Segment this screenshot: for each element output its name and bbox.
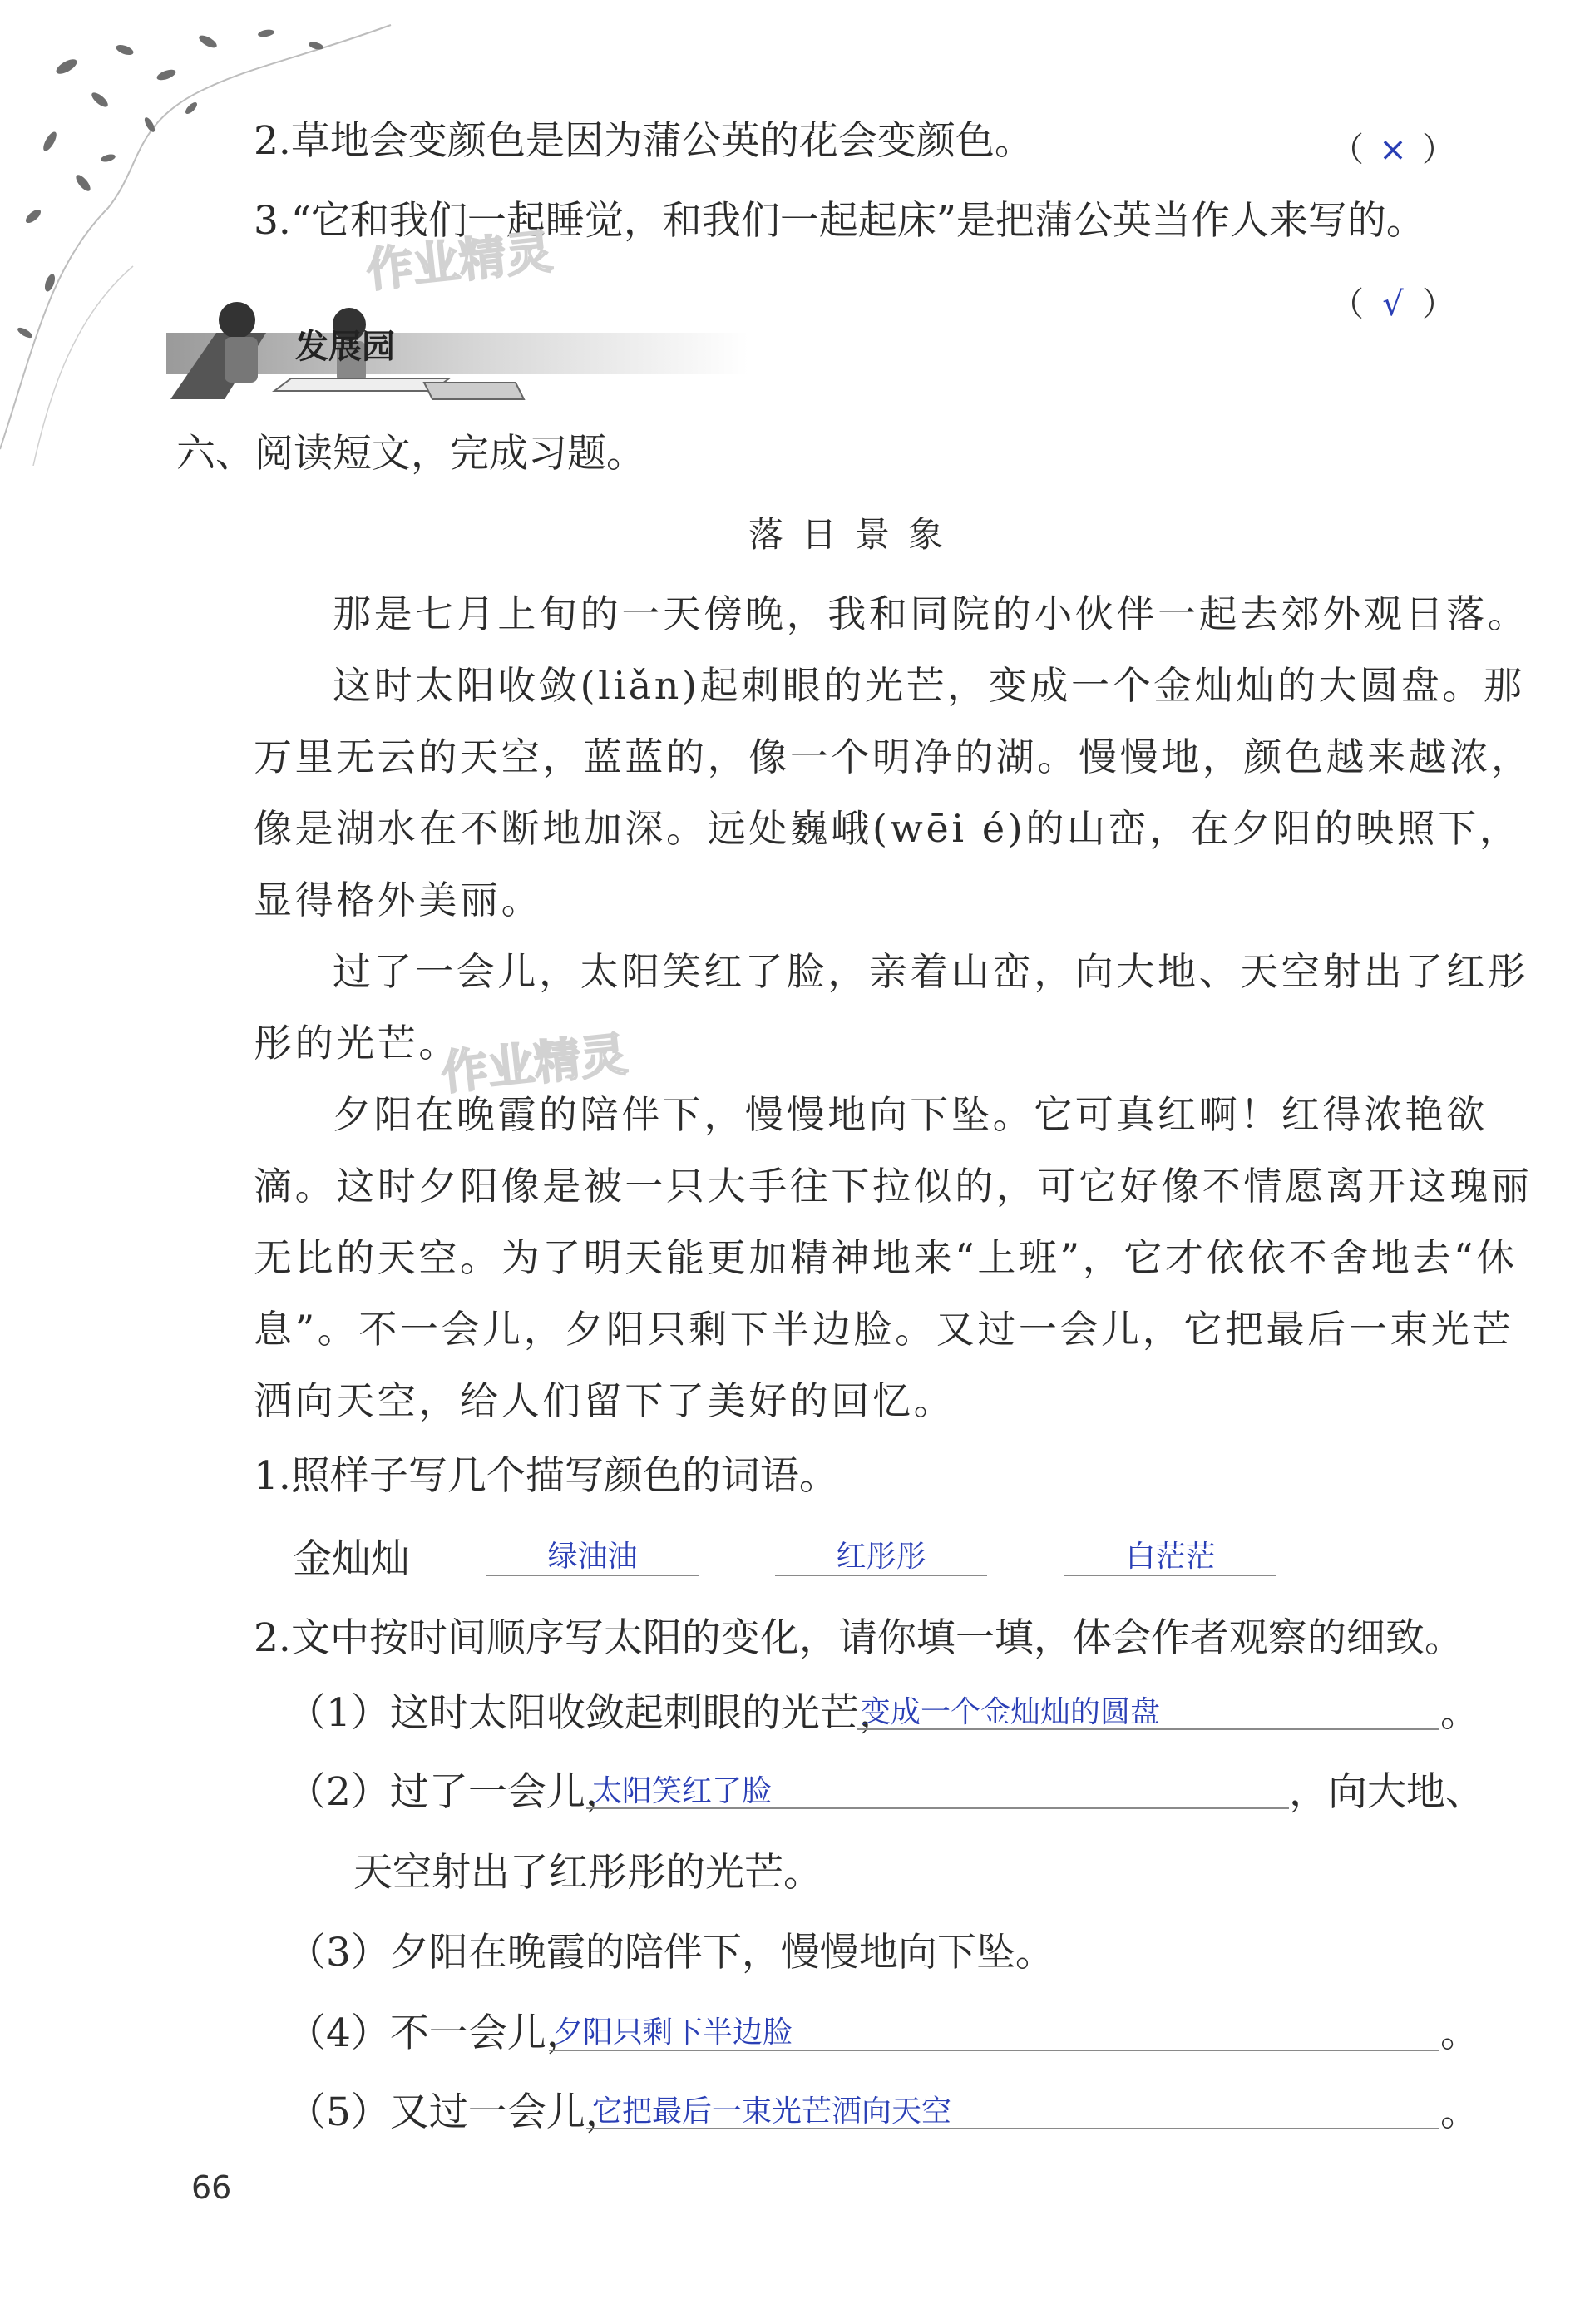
question-2-step-5-end: 。 [1440,2089,1479,2135]
article-line-10: 无比的天空。为了明天能更加精神地来“上班”，它才依依不舍地去“休 [254,1235,1518,1280]
close-paren: ） [1422,285,1455,324]
question-2-step-2-suffix: ，向大地、 [1289,1769,1484,1815]
question-2-step-4-end: 。 [1440,2010,1479,2056]
question-2-step-1-prefix: （1）这时太阳收敛起刺眼的光芒， [287,1690,898,1736]
article-line-9: 滴。这时夕阳像是被一只大手往下拉似的，可它好像不情愿离开这瑰丽 [254,1164,1533,1209]
article-line-1: 那是七月上旬的一天傍晚，我和同院的小伙伴一起去郊外观日落。 [333,591,1529,636]
article-line-6: 过了一会儿，太阳笑红了脸，亲着山峦，向大地、天空射出了红彤 [333,949,1529,994]
question-2-step-2-blank [586,1807,1289,1809]
section-banner-label: 发展园 [295,328,395,366]
question-2-step-4-prefix: （4）不一会儿， [287,2010,585,2056]
article-line-5: 显得格外美丽。 [254,878,543,922]
section-heading: 六、阅读短文，完成习题。 [176,431,645,477]
question-2-step-5-prefix: （5）又过一会儿， [287,2089,625,2135]
question-2-step-4-blank [549,2050,1439,2051]
question-2-step-1-answer[interactable]: 变成一个金灿灿的圆盘 [861,1695,1161,1729]
article-line-4: 像是湖水在不断地加深。远处巍峨(wēi é)的山峦，在夕阳的映照下， [254,806,1521,851]
item-2-text: 2.草地会变颜色是因为蒲公英的花会变颜色。 [254,118,1034,164]
question-2-step-2-prefix: （2）过了一会儿， [287,1769,625,1815]
open-paren: （ [1331,285,1364,324]
question-2-step-5-answer[interactable]: 它把最后一束光芒洒向天空 [592,2094,952,2129]
question-1-blank-2 [775,1575,987,1576]
item-3-answer-mark: √ [1382,285,1404,324]
open-paren: （ [1331,131,1364,169]
question-1-blank-1 [486,1575,699,1576]
item-3-text: 3.“它和我们一起睡觉，和我们一起起床”是把蒲公英当作人来写的。 [254,198,1425,244]
article-line-3: 万里无云的天空，蓝蓝的，像一个明净的湖。慢慢地，颜色越来越浓， [254,734,1533,779]
close-paren: ） [1422,131,1455,169]
article-line-12: 洒向天空，给人们留下了美好的回忆。 [254,1378,955,1423]
article-line-11: 息”。不一会儿，夕阳只剩下半边脸。又过一会儿，它把最后一束光芒 [254,1307,1514,1352]
question-2-step-2-answer[interactable]: 太阳笑红了脸 [592,1774,773,1808]
question-1-blank-3 [1064,1575,1276,1576]
question-1-answer-3[interactable]: 白茫茫 [1125,1540,1216,1574]
question-2-step-2-continuation: 天空射出了红彤彤的光芒。 [353,1850,822,1896]
page-number: 66 [191,2169,232,2206]
question-2-step-4-answer[interactable]: 夕阳只剩下半边脸 [553,2015,793,2050]
question-2-step-1-blank [857,1728,1439,1730]
article-title: 落日景象 [748,514,962,555]
question-2-step-1-end: 。 [1440,1690,1479,1736]
question-2-step-5-blank [586,2128,1439,2129]
question-1-example: 金灿灿 [293,1536,410,1582]
item-3-answer-box [1331,278,1455,325]
watermark-logo-2: 作业精灵 [438,1027,630,1101]
watermark-logo-1: 作业精灵 [363,225,556,299]
item-2-answer-mark: × [1379,131,1407,169]
question-1-answer-1[interactable]: 绿油油 [547,1540,638,1574]
question-2-prompt: 2.文中按时间顺序写太阳的变化，请你填一填，体会作者观察的细致。 [254,1615,1464,1661]
question-2-step-3: （3）夕阳在晚霞的陪伴下，慢慢地向下坠。 [287,1930,1054,1975]
question-1-answer-2[interactable]: 红彤彤 [836,1540,926,1574]
article-line-2: 这时太阳收敛(liǎn)起刺眼的光芒，变成一个金灿灿的大圆盘。那 [333,663,1525,708]
article-line-8: 夕阳在晚霞的陪伴下，慢慢地向下坠。它可真红啊！红得浓艳欲 [333,1092,1488,1137]
section-banner-graphic [166,299,748,408]
true-false-item-2 [254,116,1034,166]
item-2-answer-box [1331,123,1455,171]
article-line-7: 彤的光芒。 [254,1021,460,1066]
question-1-prompt: 1.照样子写几个描写颜色的词语。 [254,1453,838,1499]
